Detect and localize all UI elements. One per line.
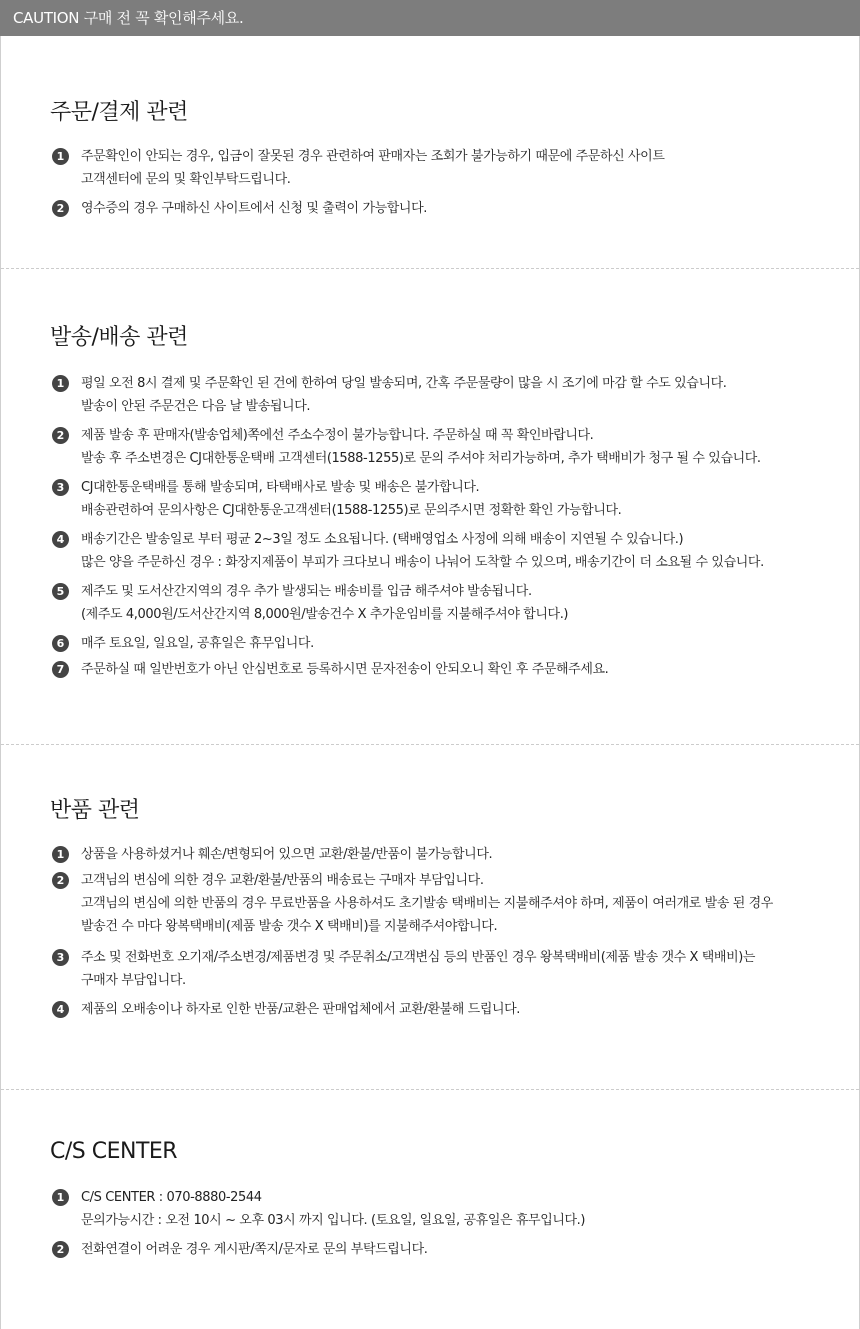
item-text xyxy=(81,580,839,626)
number-badge: 7 xyxy=(52,661,69,678)
number-badge: 1 xyxy=(52,1189,69,1206)
item-line: (제주도 4,000원/도서산간지역 8,000원/발송건수 X 추가운임비를 지불해주셔야 합니다.) xyxy=(81,607,569,622)
item-line: 고객님의 변심에 의한 경우 교환/환불/반품의 배송료는 구매자 부담입니다. xyxy=(81,873,484,888)
number-badge: 2 xyxy=(52,200,69,217)
caution-text: CAUTION 구매 전 꼭 확인해주세요. xyxy=(13,9,244,27)
section-divider xyxy=(1,744,859,745)
item-line: 주소 및 전화번호 오기재/주소변경/제품변경 및 주문취소/고객변심 등의 반품인 경우 왕복택배비(제품 발송 갯수 X 택배비)는 xyxy=(81,950,756,965)
list-item xyxy=(52,1238,839,1261)
list-item xyxy=(52,998,839,1021)
item-line: 주문확인이 안되는 경우, 입금이 잘못된 경우 관련하여 판매자는 조회가 불가능하기 때문에 주문하신 사이트 xyxy=(81,149,665,164)
item-text xyxy=(81,424,839,470)
section-title: 주문/결제 관련 xyxy=(50,100,188,125)
number-badge: 4 xyxy=(52,1001,69,1018)
item-line: 발송건 수 마다 왕복택배비(제품 발송 갯수 X 택배비)를 지불해주셔야합니다. xyxy=(81,919,498,934)
list-item xyxy=(52,528,839,574)
section-title: 발송/배송 관련 xyxy=(50,325,188,350)
list-item xyxy=(52,946,839,992)
item-line: 고객님의 변심에 의한 반품의 경우 무료반품을 사용하셔도 초기발송 택배비는 지불해주셔야 하며, 제품이 여러개로 발송 된 경우 xyxy=(81,896,773,911)
list-item xyxy=(52,869,839,938)
item-text xyxy=(81,476,839,522)
section-title: 반품 관련 xyxy=(50,798,140,823)
item-line: 평일 오전 8시 결제 및 주문확인 된 건에 한하여 당일 발송되며, 간혹 주문물량이 많을 시 조기에 마감 할 수도 있습니다. xyxy=(81,376,727,391)
item-line: 구매자 부담입니다. xyxy=(81,973,186,988)
item-line: 제품의 오배송이나 하자로 인한 반품/교환은 판매업체에서 교환/환불해 드립니다. xyxy=(81,1002,521,1017)
number-badge: 1 xyxy=(52,375,69,392)
item-text xyxy=(81,145,839,191)
item-line: 전화연결이 어려운 경우 게시판/쪽지/문자로 문의 부탁드립니다. xyxy=(81,1242,428,1257)
notice-frame xyxy=(0,36,860,1329)
number-badge: 1 xyxy=(52,846,69,863)
number-badge: 6 xyxy=(52,635,69,652)
list-item xyxy=(52,145,839,191)
caution-banner xyxy=(0,0,860,36)
list-item xyxy=(52,843,839,866)
item-text xyxy=(81,843,839,866)
list-item xyxy=(52,1186,839,1232)
number-badge: 4 xyxy=(52,531,69,548)
number-badge: 1 xyxy=(52,148,69,165)
item-line: C/S CENTER : 070-8880-2544 xyxy=(81,1190,262,1205)
item-text xyxy=(81,1186,839,1232)
list-item xyxy=(52,658,839,681)
item-line: 주문하실 때 일반번호가 아닌 안심번호로 등록하시면 문자전송이 안되오니 확인 후 주문해주세요. xyxy=(81,662,609,677)
item-text xyxy=(81,197,839,220)
item-line: 많은 양을 주문하신 경우 : 화장지제품이 부피가 크다보니 배송이 나눠어 도착할 수 있으며, 배송기간이 더 소요될 수 있습니다. xyxy=(81,555,764,570)
list-item xyxy=(52,632,839,655)
item-line: 배송관련하여 문의사항은 CJ대한통운고객센터(1588-1255)로 문의주시면 정확한 확인 가능합니다. xyxy=(81,503,622,518)
item-text xyxy=(81,372,839,418)
number-badge: 3 xyxy=(52,949,69,966)
item-text xyxy=(81,869,839,938)
item-text xyxy=(81,528,839,574)
item-text xyxy=(81,658,839,681)
item-line: 제품 발송 후 판매자(발송업체)쪽에선 주소수정이 불가능합니다. 주문하실 때 꼭 확인바랍니다. xyxy=(81,428,594,443)
item-text xyxy=(81,632,839,655)
item-line: 문의가능시간 : 오전 10시 ~ 오후 03시 까지 입니다. (토요일, 일요일, 공휴일은 휴무입니다.) xyxy=(81,1213,586,1228)
section-divider xyxy=(1,268,859,269)
list-item xyxy=(52,580,839,626)
section-divider xyxy=(1,1089,859,1090)
list-item xyxy=(52,476,839,522)
number-badge: 5 xyxy=(52,583,69,600)
number-badge: 2 xyxy=(52,427,69,444)
item-line: 고객센터에 문의 및 확인부탁드립니다. xyxy=(81,172,291,187)
number-badge: 2 xyxy=(52,1241,69,1258)
item-line: 발송 후 주소변경은 CJ대한통운택배 고객센터(1588-1255)로 문의 주셔야 처리가능하며, 추가 택배비가 청구 될 수 있습니다. xyxy=(81,451,761,466)
item-line: 발송이 안된 주문건은 다음 날 발송됩니다. xyxy=(81,399,311,414)
item-line: 매주 토요일, 일요일, 공휴일은 휴무입니다. xyxy=(81,636,314,651)
item-line: 영수증의 경우 구매하신 사이트에서 신청 및 출력이 가능합니다. xyxy=(81,201,427,216)
section-title: C/S CENTER xyxy=(50,1139,178,1164)
item-text xyxy=(81,1238,839,1261)
list-item xyxy=(52,197,839,220)
item-text xyxy=(81,946,839,992)
item-line: CJ대한통운택배를 통해 발송되며, 타택배사로 발송 및 배송은 불가합니다. xyxy=(81,480,480,495)
list-item xyxy=(52,424,839,470)
number-badge: 3 xyxy=(52,479,69,496)
number-badge: 2 xyxy=(52,872,69,889)
item-text xyxy=(81,998,839,1021)
item-line: 상품을 사용하셨거나 훼손/변형되어 있으면 교환/환불/반품이 불가능합니다. xyxy=(81,847,493,862)
list-item xyxy=(52,372,839,418)
item-line: 제주도 및 도서산간지역의 경우 추가 발생되는 배송비를 입금 해주셔야 발송됩니다. xyxy=(81,584,532,599)
item-line: 배송기간은 발송일로 부터 평균 2~3일 정도 소요됩니다. (택배영업소 사정에 의해 배송이 지연될 수 있습니다.) xyxy=(81,532,684,547)
